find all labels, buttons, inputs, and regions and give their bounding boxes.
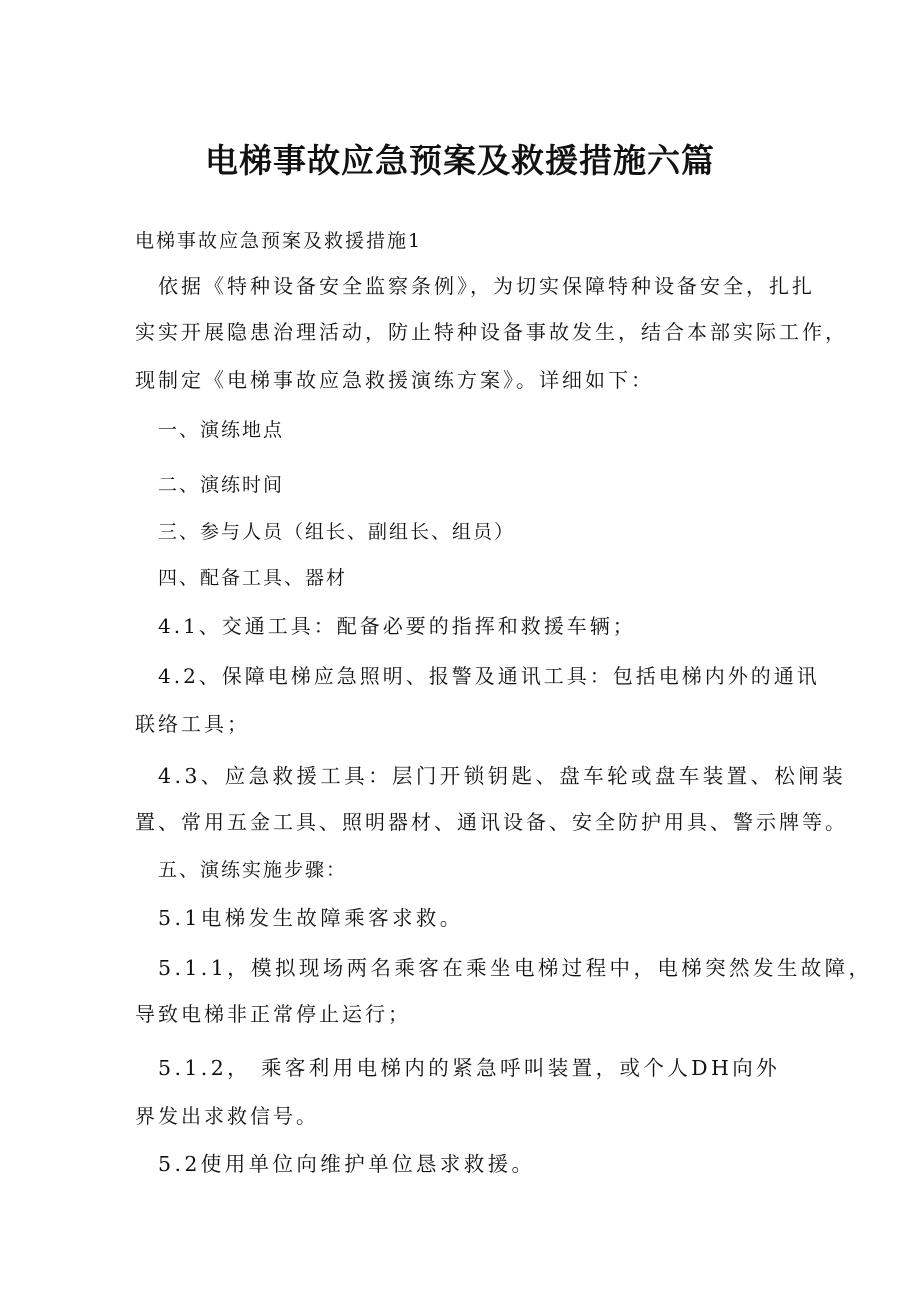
list-item: 5.2使用单位向维护单位恳求救援。	[158, 1152, 536, 1176]
document-title: 电梯事故应急预案及救援措施六篇	[205, 141, 715, 180]
paragraph-line: 依据《特种设备安全监察条例》，为切实保障特种设备安全，扎扎	[158, 274, 815, 298]
paragraph-line: 实实开展隐患治理活动，防止特种设备事故发生，结合本部实际工作，	[135, 320, 848, 344]
list-item: 三、参与人员（组长、副组长、组员）	[158, 521, 516, 543]
list-item: 四、配备工具、器材	[158, 567, 348, 589]
list-item: 5.1.2， 乘客利用电梯内的紧急呼叫装置，或个人DH向外	[158, 1056, 781, 1080]
list-item-continuation: 置、常用五金工具、照明器材、通讯设备、安全防护用具、警示牌等。	[135, 810, 848, 834]
list-item: 5.1电梯发生故障乘客求救。	[158, 906, 464, 930]
paragraph-line: 现制定《电梯事故应急救援演练方案》。详细如下：	[135, 368, 654, 392]
list-item-continuation: 联络工具；	[135, 712, 250, 736]
list-item: 一、演练地点	[158, 419, 285, 441]
list-item: 4.1、交通工具：配备必要的指挥和救援车辆；	[158, 614, 636, 638]
list-item: 五、演练实施步骤：	[158, 859, 348, 881]
list-item: 二、演练时间	[158, 474, 285, 496]
list-item: 4.3、应急救援工具：层门开锁钥匙、盘车轮或盘车装置、松闸装	[158, 764, 847, 788]
list-item-continuation: 导致电梯非正常停止运行；	[135, 1002, 411, 1026]
list-item-continuation: 界发出求救信号。	[135, 1104, 319, 1128]
section-heading: 电梯事故应急预案及救援措施1	[135, 230, 423, 252]
list-item: 4.2、保障电梯应急照明、报警及通讯工具：包括电梯内外的通讯	[158, 664, 820, 688]
list-item: 5.1.1，模拟现场两名乘客在乘坐电梯过程中，电梯突然发生故障，	[158, 956, 873, 980]
